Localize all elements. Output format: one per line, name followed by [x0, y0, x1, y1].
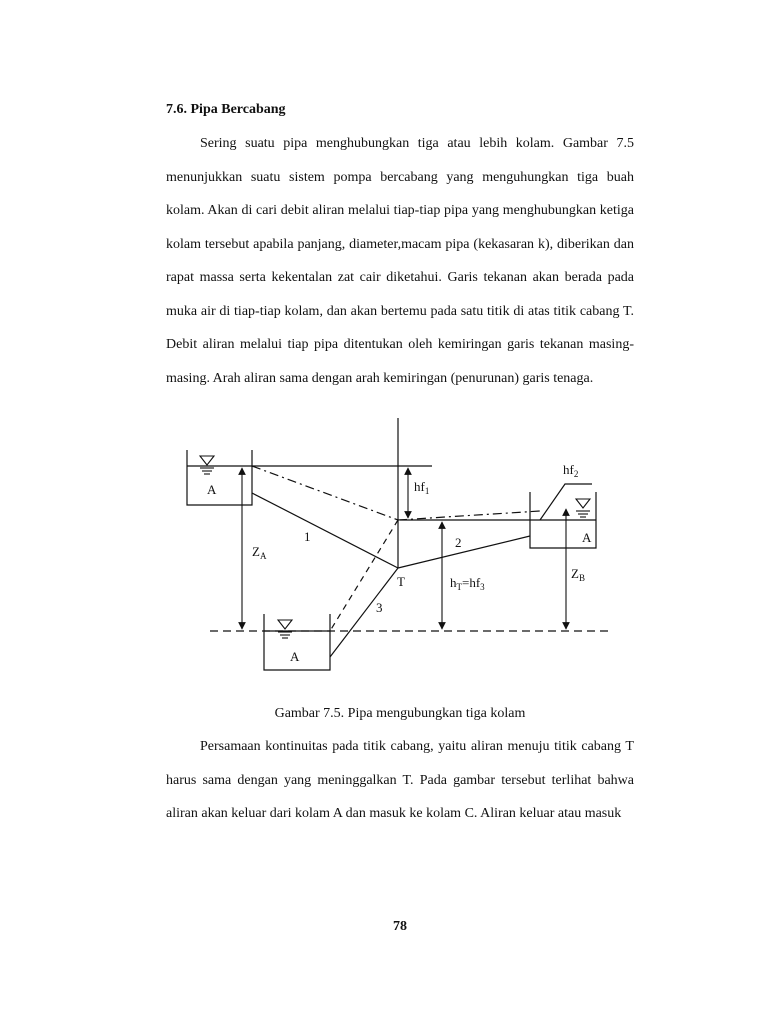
- label-hf1: $hf_1$: [414, 479, 430, 496]
- label-za: $Z_A$: [252, 544, 267, 561]
- pipe-2: [398, 536, 530, 568]
- pipe-1: [252, 493, 398, 568]
- figure-caption: Gambar 7.5. Pipa mengubungkan tiga kolam: [274, 706, 526, 721]
- water-level-symbol-left: [200, 456, 214, 474]
- grade-line-1: [252, 466, 398, 520]
- label-pipe-1: 1: [304, 529, 311, 544]
- page-number: 78: [393, 919, 407, 934]
- label-tank-right: A: [582, 530, 592, 545]
- grade-line-3: [330, 520, 398, 631]
- pipe-3: [330, 568, 398, 657]
- label-tank-bottom: A: [290, 649, 300, 664]
- water-level-symbol-right: [576, 499, 590, 517]
- paragraph-continuity: Persamaan kontinuitas pada titik cabang, yaitu aliran menuju titik cabang T harus sama dengan yang meninggalkan T. Pada gambar tersebut terlihat bahwa aliran akan keluar dari kolam A dan masuk ke kolam C. Aliran keluar atau masuk: [166, 739, 634, 821]
- label-pipe-3: 3: [376, 600, 383, 615]
- grade-line-2: [398, 511, 540, 520]
- water-level-symbol-bottom: [278, 620, 292, 638]
- paragraph-intro: Sering suatu pipa menghubungkan tiga atau lebih kolam. Gambar 7.5 menunjukkan suatu sistem pompa bercabang yang menguhungkan tiga buah kolam. Akan di cari debit aliran melalui tiap-tiap pipa yang menghubungkan ketiga kolam tersebut apabila panjang, diameter,macam pipa (kekasaran k), diberikan dan rapat massa serta kekentalan zat cair diketahui. Garis tekanan akan berada pada muka air di tiap-tiap kolam, dan akan bertemu pada satu titik di atas titik cabang T. Debit aliran melalui tiap pipa ditentukan oleh kemiringan garis tekanan masing-masing. Arah aliran sama dengan arah kemiringan (penurunan) garis tenaga.: [166, 136, 634, 386]
- pipe-branch-diagram: [0, 412, 768, 702]
- label-junction: T: [397, 574, 405, 589]
- label-zb: $Z_B$: [571, 566, 585, 583]
- label-ht-hf3: $h_T=hf_3$: [450, 575, 485, 592]
- label-pipe-2: 2: [455, 535, 462, 550]
- label-hf2: $hf_2$: [563, 462, 579, 479]
- label-tank-left: A: [207, 482, 217, 497]
- section-heading: 7.6. Pipa Bercabang: [166, 102, 286, 117]
